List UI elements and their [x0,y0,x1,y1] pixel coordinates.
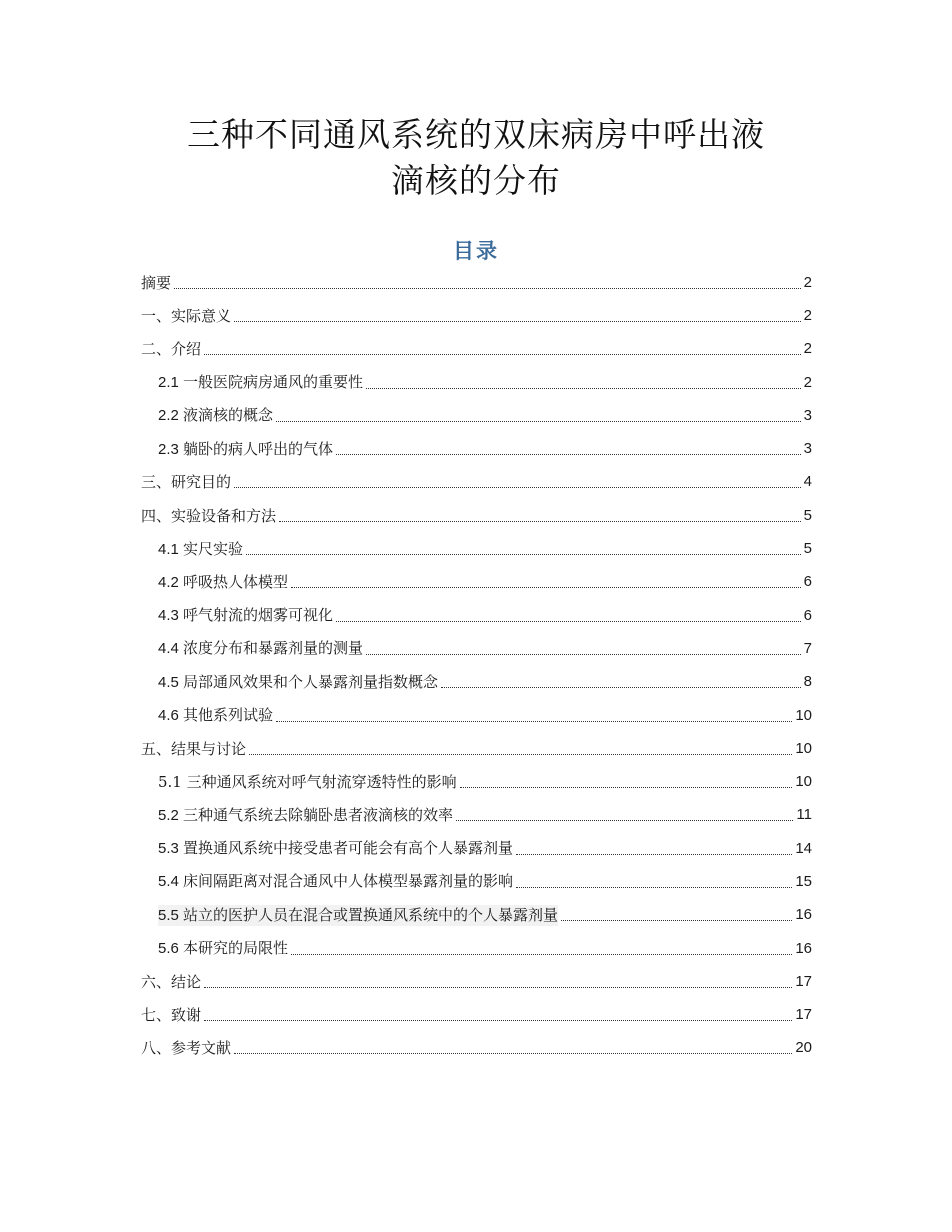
toc-entry[interactable] [141,666,812,699]
toc-entry-page-number: 3 [803,406,812,424]
toc-entry-text: 置换通风系统中接受患者可能会有高个人暴露剂量 [183,839,514,858]
toc-entry-text: 躺卧的病人呼出的气体 [183,439,334,458]
toc-entry-label [158,439,333,460]
toc-entry-text: 局部通风效果和个人暴露剂量指数概念 [183,672,439,691]
toc-entry-page-number: 6 [803,573,812,591]
toc-entry-label [158,805,453,826]
toc-dot-leader [249,753,792,755]
toc-dot-leader [246,553,801,555]
toc-entry[interactable] [141,965,812,998]
toc-entry-page-number: 17 [795,1006,812,1024]
toc-dot-leader [204,986,792,988]
toc-entry-label [158,539,243,560]
toc-entry[interactable] [141,632,812,665]
toc-entry-page-number: 8 [803,673,812,691]
toc-entry-label [158,372,363,393]
toc-entry-text: 其他系列试验 [183,706,274,724]
toc-entry-label [141,1005,201,1025]
toc-entry[interactable] [141,765,812,798]
toc-dot-leader [234,320,801,322]
toc-entry-text: 八、参考文献 [141,1039,232,1058]
document-title [0,112,952,204]
toc-entry-text: 摘要 [141,273,172,292]
toc-entry-page-number: 2 [803,306,812,324]
toc-entry-page-number: 20 [795,1039,812,1057]
toc-dot-leader [234,486,801,488]
toc-entry-number: 4.4 [158,640,184,658]
toc-entry-text: 液滴核的概念 [183,406,274,425]
toc-entry[interactable] [141,865,812,898]
toc-entry-label [141,739,246,759]
toc-entry-page-number: 3 [803,440,812,458]
toc-entry[interactable] [141,299,812,332]
toc-entry-page-number: 7 [803,639,812,657]
toc-entry-page-number: 15 [795,872,812,890]
toc-entry-label [141,506,276,526]
toc-entry-text: 呼气射流的烟雾可视化 [183,606,334,625]
toc-entry-number: 5.4 [158,873,184,891]
toc-entry-number: 2.1 [158,374,184,392]
toc-entry[interactable] [141,599,812,632]
toc-entry-number: 4.5 [158,673,184,691]
toc-entry[interactable] [141,932,812,965]
toc-entry-text: 一、实际意义 [141,306,232,325]
toc-entry-label [158,705,273,726]
toc-entry-number: 4.3 [158,607,184,625]
table-of-contents [141,266,812,1065]
toc-entry-text: 三、研究目的 [141,473,232,492]
toc-dot-leader [366,653,801,655]
toc-dot-leader [516,853,792,855]
toc-entry-label [158,838,513,859]
toc-entry-number: 4.2 [158,573,184,591]
toc-entry-text: 四、实验设备和方法 [141,506,277,525]
toc-entry-page-number: 10 [795,773,812,791]
toc-entry[interactable] [141,799,812,832]
toc-dot-leader [336,453,801,455]
toc-entry-number: 2.2 [158,407,184,425]
toc-entry-page-number: 14 [795,839,812,857]
toc-entry-text: 二、介绍 [141,340,202,359]
toc-entry-label [158,405,273,426]
toc-dot-leader [234,1052,792,1054]
toc-entry-text: 一般医院病房通风的重要性 [183,373,364,392]
toc-entry-number: 5.6 [158,940,184,958]
toc-entry-label [141,472,231,492]
toc-dot-leader [291,586,801,588]
document-title-line-1: 三种不同通风系统的双床病房中呼出液 [187,115,765,154]
toc-entry[interactable] [141,899,812,932]
toc-entry-page-number: 16 [795,939,812,957]
toc-entry[interactable] [141,432,812,465]
toc-entry-page-number: 11 [796,806,812,824]
toc-entry-page-number: 17 [795,972,812,990]
toc-entry[interactable] [141,732,812,765]
toc-entry[interactable] [141,499,812,532]
toc-entry-number: 4.1 [158,540,184,558]
toc-entry-page-number: 5 [803,540,812,558]
toc-dot-leader [516,886,792,888]
toc-entry-text: 实尺实验 [183,539,244,558]
toc-heading: 目录 [453,239,499,263]
toc-entry-label [141,339,201,359]
toc-dot-leader [456,819,793,821]
toc-entry-text: 浓度分布和暴露剂量的测量 [183,639,364,658]
toc-dot-leader [276,720,792,722]
toc-entry-text: 五、结果与讨论 [141,739,247,758]
toc-entry-text: 六、结论 [141,972,202,991]
toc-dot-leader [276,420,801,422]
toc-entry-page-number: 2 [803,340,812,358]
toc-entry-page-number: 10 [795,706,812,724]
toc-entry-page-number: 2 [803,273,812,291]
toc-entry-label [158,605,333,626]
toc-entry-page-number: 2 [803,373,812,391]
toc-entry-text: 本研究的局限性 [183,939,289,958]
toc-entry[interactable] [141,266,812,299]
toc-entry-number: 5.3 [158,840,184,858]
toc-entry[interactable] [141,333,812,366]
toc-entry-label [158,905,558,926]
toc-entry-page-number: 4 [803,473,812,491]
toc-dot-leader [291,953,792,955]
toc-dot-leader [460,786,793,788]
toc-entry-text: 三种通气系统去除躺卧患者液滴核的效率 [183,805,454,824]
toc-entry-label [141,306,231,326]
toc-entry-label [158,871,513,892]
toc-dot-leader [441,686,801,688]
toc-entry[interactable] [141,366,812,399]
toc-entry[interactable] [141,999,812,1032]
toc-entry[interactable] [141,832,812,865]
toc-entry-number: 5.5 [158,906,184,924]
toc-entry-text: 呼吸热人体模型 [183,572,289,591]
toc-entry-page-number: 5 [803,506,812,524]
toc-dot-leader [279,520,801,522]
toc-entry-label [158,572,288,593]
toc-entry[interactable] [141,699,812,732]
toc-entry-text: 5.1 三种通风系统对呼气射流穿透特性的影响 [158,773,457,792]
toc-entry-number: 5.2 [158,806,184,824]
toc-entry-number: 2.3 [158,440,184,458]
toc-dot-leader [204,1019,792,1021]
toc-entry[interactable] [141,466,812,499]
toc-dot-leader [336,620,801,622]
toc-dot-leader [366,387,801,389]
toc-entry[interactable] [141,566,812,599]
toc-entry-text: 七、致谢 [141,1006,202,1025]
toc-entry-text: 站立的医护人员在混合或置换通风系统中的个人暴露剂量 [183,905,559,924]
toc-entry-page-number: 6 [803,606,812,624]
toc-entry-page-number: 16 [795,906,812,924]
toc-dot-leader [204,353,801,355]
toc-entry-page-number: 10 [795,739,812,757]
toc-entry-number: 4.6 [158,707,184,724]
toc-entry-text: 床间隔距离对混合通风中人体模型暴露剂量的影响 [183,872,514,891]
toc-entry-label [158,638,363,659]
toc-entry-label [158,772,457,792]
toc-entry-label [158,938,288,959]
document-title-line-2: 滴核的分布 [391,161,561,200]
toc-entry[interactable] [141,1032,812,1065]
toc-entry-label [141,1038,231,1058]
toc-entry-label [141,273,171,293]
toc-dot-leader [561,919,792,921]
toc-entry[interactable] [141,532,812,565]
toc-entry[interactable] [141,399,812,432]
toc-entry-label [158,672,438,693]
toc-dot-leader [174,287,801,289]
toc-entry-label [141,972,201,992]
